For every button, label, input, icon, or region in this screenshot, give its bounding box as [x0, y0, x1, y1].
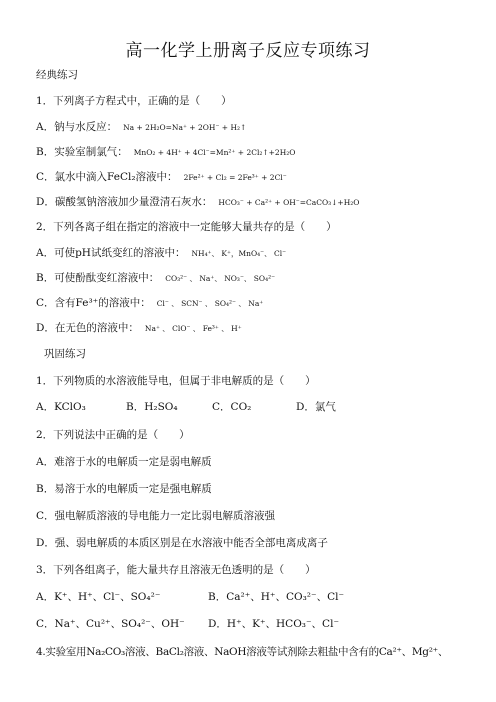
- option-c: C．CO₂: [212, 401, 252, 413]
- option-d-label: D．在无色的溶液中：: [36, 322, 139, 334]
- question-1-option-d: [36, 195, 359, 210]
- option-b-label: B．实验室制氯气：: [36, 146, 128, 158]
- option-d-equation: HCO₃⁻ + Ca²⁺ + OH⁻=CaCO₃↓+H₂O: [218, 198, 360, 207]
- option-a-label: A．可使pH试纸变红的溶液中：: [36, 247, 186, 259]
- question-3-options: [36, 400, 336, 414]
- question-6-stem: 4.实验室用Na₂CO₃溶液、BaCl₂溶液、NaOH溶液等试剂除去粗盐中含有的Ca²⁺、Mg²⁺、: [36, 646, 449, 658]
- question-2-option-b: [36, 271, 275, 286]
- question-1-option-b: [36, 145, 295, 160]
- question-4-stem: 2．下列说法中正确的是（ ）: [36, 429, 190, 441]
- option-b: B．H₂SO₄: [126, 401, 178, 413]
- option-a-ions: NH₄⁺、 K⁺，MnO₄⁻、 Cl⁻: [191, 249, 287, 258]
- question-2-stem: 2．下列各离子组在指定的溶液中一定能够大量共存的是（ ）: [36, 221, 337, 233]
- question-4-option-c: C．强电解质溶液的导电能力一定比弱电解质溶液强: [36, 510, 276, 522]
- question-2-option-d: [36, 321, 242, 336]
- option-d: D．H⁺、K⁺、HCO₃⁻、Cl⁻: [208, 618, 339, 630]
- question-4-option-d: D．强、弱电解质的本质区别是在水溶液中能否全部电离成离子: [36, 537, 328, 549]
- question-5-options-row-1: [36, 590, 344, 604]
- option-d-ions: Na⁺ 、 ClO⁻ 、 Fe³⁺ 、 H⁺: [144, 324, 242, 333]
- option-a-label: A．钠与水反应：: [36, 121, 118, 133]
- option-b-label: B．可使酚酞变红溶液中：: [36, 272, 160, 284]
- option-c-label: C．氯水中滴入FeCl₂溶液中：: [36, 171, 178, 183]
- question-1-stem: 1．下列离子方程式中，正确的是（ ）: [36, 95, 232, 107]
- question-1-option-a: [36, 120, 246, 135]
- question-4-option-a: A．难溶于水的电解质一定是弱电解质: [36, 456, 212, 468]
- option-c: C．Na⁺、Cu²⁺、SO₄²⁻、OH⁻: [36, 618, 185, 630]
- question-5-options-row-2: [36, 617, 339, 631]
- question-2-option-a: [36, 246, 286, 261]
- section-heading-classic: 经典练习: [36, 69, 78, 81]
- option-d: D．氯气: [296, 401, 336, 413]
- question-2-option-c: [36, 296, 263, 311]
- option-a-equation: Na + 2H₂O=Na⁺ + 2OH⁻ + H₂↑: [123, 123, 247, 132]
- option-c-equation: 2Fe²⁺ + Cl₂ = 2Fe³⁺ + 2Cl⁻: [183, 173, 287, 182]
- question-4-option-b: B．易溶于水的电解质一定是强电解质: [36, 483, 212, 495]
- question-5-stem: 3．下列各组离子，能大量共存且溶液无色透明的是（ ）: [36, 564, 316, 576]
- option-b-ions: CO₃²⁻ 、 Na⁺、 NO₃⁻、 SO₄²⁻: [165, 274, 276, 283]
- section-heading-consolidation: 巩固练习: [44, 348, 86, 360]
- option-b: B．Ca²⁺、H⁺、CO₃²⁻、Cl⁻: [208, 591, 344, 603]
- option-b-equation: MnO₂ + 4H⁺ + 4Cl⁻=Mn²⁺ + 2Cl₂↑+2H₂O: [133, 148, 296, 157]
- option-c-label: C．含有Fe³⁺的溶液中：: [36, 297, 151, 309]
- option-d-label: D．碳酸氢钠溶液加少量澄清石灰水：: [36, 196, 213, 208]
- option-c-ions: Cl⁻ 、 SCN⁻ 、 SO₄²⁻ 、 Na⁺: [156, 299, 264, 308]
- question-3-stem: 1．下列物质的水溶液能导电，但属于非电解质的是（ ）: [36, 375, 316, 387]
- question-1-option-c: [36, 170, 287, 185]
- option-a: A．KClO₃: [36, 401, 86, 413]
- page-title: 高一化学上册离子反应专项练习: [125, 41, 371, 61]
- option-a: A．K⁺、H⁺、Cl⁻、SO₄²⁻: [36, 591, 161, 603]
